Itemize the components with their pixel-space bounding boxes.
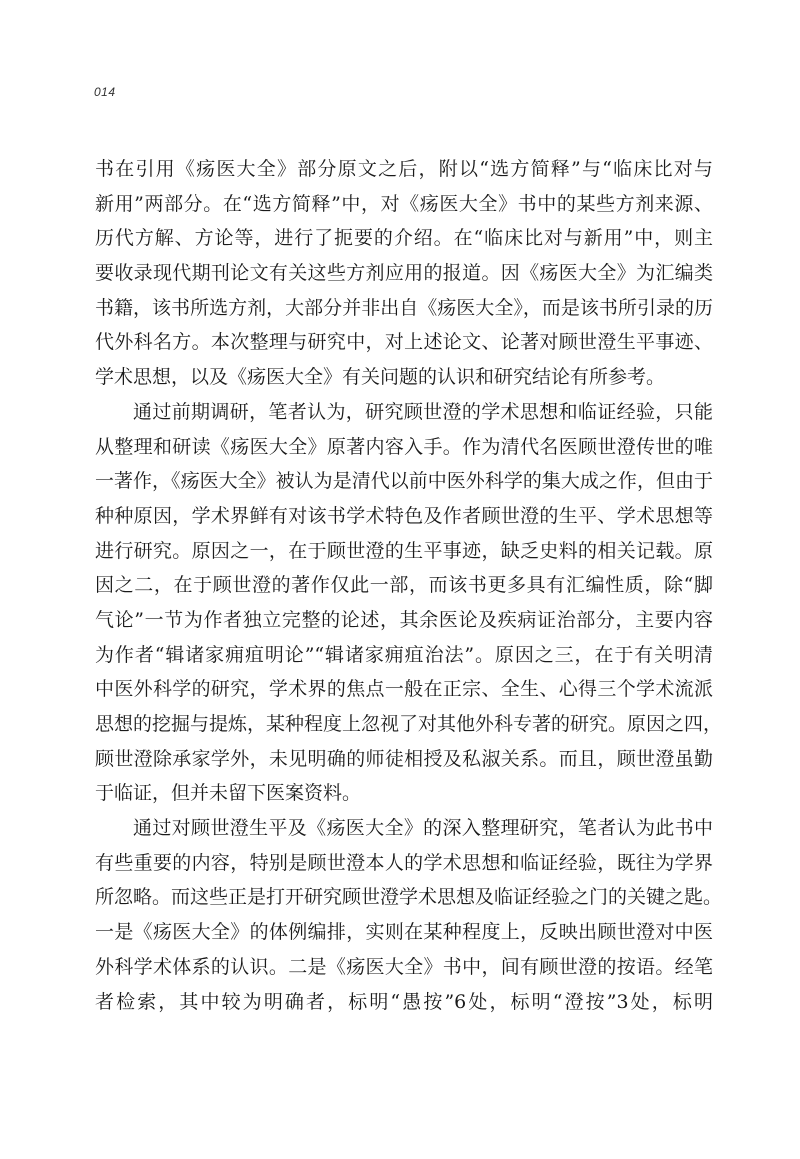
text-line: 有些重要的内容，特别是顾世澄本人的学术思想和临证经验，既往为学界	[95, 851, 713, 874]
text-line: 气论”一节为作者独立完整的论述，其余医论及疾病证治部分，主要内容	[95, 608, 713, 631]
text-line: 要收录现代期刊论文有关这些方剂应用的报道。因《疡医大全》为汇编类	[95, 262, 713, 285]
body-text	[95, 152, 723, 1019]
text-line: 新用”两部分。在“选方简释”中，对《疡医大全》书中的某些方剂来源、	[95, 192, 713, 215]
text-line: 通过对顾世澄生平及《疡医大全》的深入整理研究，笔者认为此书中	[133, 817, 713, 840]
text-line: 于临证，但并未留下医案资料。	[95, 782, 362, 805]
text-line: 一是《疡医大全》的体例编排，实则在某种程度上，反映出顾世澄对中医	[95, 921, 713, 944]
text-line: 顾世澄除承家学外，未见明确的师徒相授及私淑关系。而且，顾世澄虽勤	[95, 747, 713, 770]
text-line: 种种原因，学术界鲜有对该书学术特色及作者顾世澄的生平、学术思想等	[95, 504, 713, 527]
text-line: 者检索，其中较为明确者，标明“愚按”6处，标明“澄按”3处，标明	[95, 990, 713, 1013]
text-line: 书籍，该书所选方剂，大部分并非出自《疡医大全》，而是该书所引录的历	[95, 296, 713, 319]
text-line: 书在引用《疡医大全》部分原文之后，附以“选方简释”与“临床比对与	[95, 158, 713, 180]
text-line: 历代方解、方论等，进行了扼要的介绍。在“临床比对与新用”中，则主	[95, 227, 713, 250]
text-line: 中医外科学的研究，学术界的焦点一般在正宗、全生、心得三个学术流派	[95, 678, 713, 701]
text-line: 所忽略。而这些正是打开研究顾世澄学术思想及临证经验之门的关键之匙。	[95, 886, 723, 909]
text-line: 进行研究。原因之一，在于顾世澄的生平事迹，缺乏史料的相关记载。原	[95, 539, 713, 562]
text-line: 为作者“辑诸家痈疽明论”“辑诸家痈疽治法”。原因之三，在于有关明清	[95, 643, 713, 666]
text-line: 通过前期调研，笔者认为，研究顾世澄的学术思想和临证经验，只能	[133, 400, 713, 423]
text-line: 代外科名方。本次整理与研究中，对上述论文、论著对顾世澄生平事迹、	[95, 331, 713, 354]
text-line: 思想的挖掘与提炼，某种程度上忽视了对其他外科专著的研究。原因之四，	[95, 713, 723, 735]
text-line: 学术思想，以及《疡医大全》有关问题的认识和研究结论有所参考。	[95, 366, 666, 389]
text-line: 因之二，在于顾世澄的著作仅此一部，而该书更多具有汇编性质，除“脚	[95, 574, 713, 597]
text-line: 外科学术体系的认识。二是《疡医大全》书中，间有顾世澄的按语。经笔	[95, 955, 713, 978]
text-line: 一著作，《疡医大全》被认为是清代以前中医外科学的集大成之作，但由于	[95, 470, 713, 493]
page-number: 014	[94, 85, 116, 99]
text-line: 从整理和研读《疡医大全》原著内容入手。作为清代名医顾世澄传世的唯	[95, 435, 713, 458]
